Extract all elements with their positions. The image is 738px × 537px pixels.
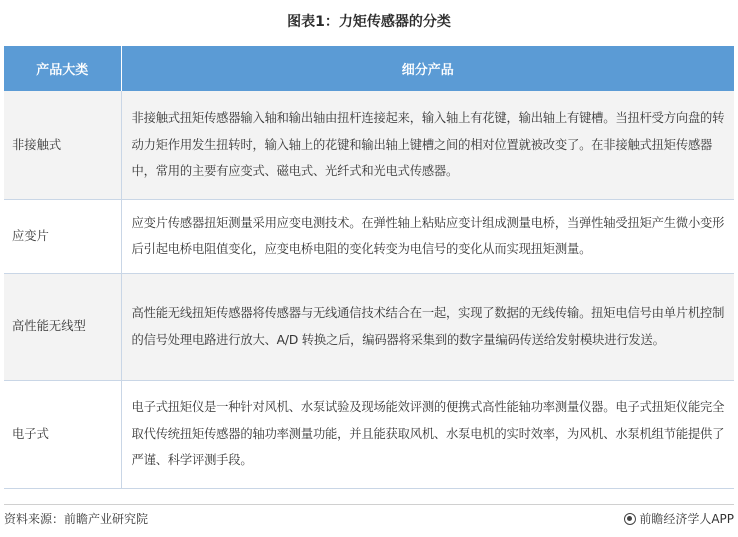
category-cell: 非接触式: [4, 91, 121, 199]
brand-name: 前瞻经济学人APP: [639, 512, 734, 526]
table-row: [4, 380, 734, 488]
brand-credit: [624, 510, 734, 527]
category-cell: 高性能无线型: [4, 273, 121, 380]
footer-divider: [4, 504, 734, 505]
category-cell: 应变片: [4, 199, 121, 273]
brand-logo-icon: [624, 513, 636, 525]
table-row: [4, 199, 734, 273]
description-cell: 应变片传感器扭矩测量采用应变电测技术。在弹性轴上粘贴应变计组成测量电桥，当弹性轴受扭矩产生微小变形后引起电桥电阻值变化，应变电桥电阻的变化转变为电信号的变化从而实现扭矩测量。: [121, 199, 734, 273]
table-header-row: [4, 46, 734, 91]
figure-title: 图表1：力矩传感器的分类: [287, 14, 451, 30]
category-cell: 电子式: [4, 380, 121, 488]
table-row: [4, 91, 734, 199]
description-cell: 高性能无线扭矩传感器将传感器与无线通信技术结合在一起，实现了数据的无线传输。扭矩电信号由单片机控制的信号处理电路进行放大、A/D 转换之后，编码器将采集到的数字量编码传送给发射模块进行发送。: [121, 273, 734, 380]
classification-table: [4, 46, 734, 489]
source-note: 资料来源：前瞻产业研究院: [4, 512, 149, 526]
description-cell: 电子式扭矩仪是一种针对风机、水泵试验及现场能效评测的便携式高性能轴功率测量仪器。电子式扭矩仪能完全取代传统扭矩传感器的轴功率测量功能，并且能获取风机、水泵电机的实时效率，为风机、水泵机组节能提供了严谨、科学评测手段。: [121, 380, 734, 488]
table-row: [4, 273, 734, 380]
description-cell: 非接触式扭矩传感器输入轴和输出轴由扭杆连接起来，输入轴上有花键，输出轴上有键槽。当扭杆受方向盘的转动力矩作用发生扭转时，输入轴上的花键和输出轴上键槽之间的相对位置就被改变了。在非接触式扭矩传感器中，常用的主要有应变式、磁电式、光纤式和光电式传感器。: [121, 91, 734, 199]
header-category: 产品大类: [4, 46, 121, 91]
header-subproduct: 细分产品: [121, 46, 734, 91]
